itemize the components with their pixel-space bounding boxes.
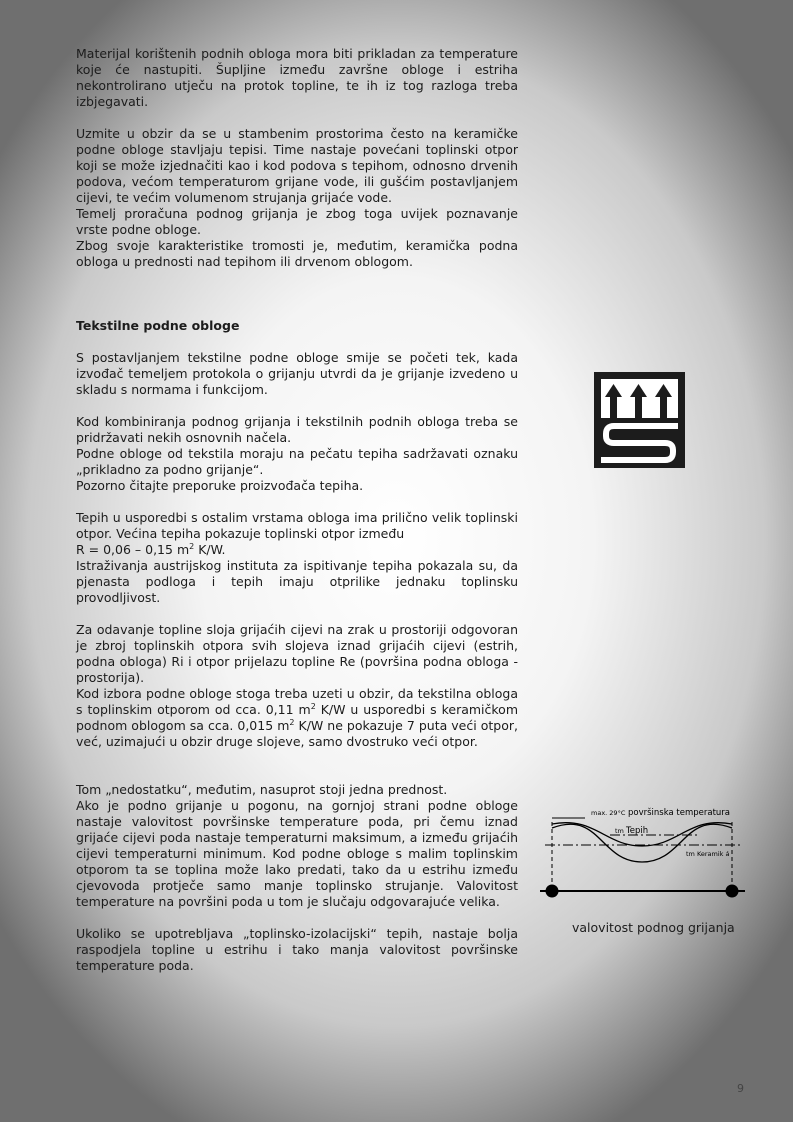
floor-heating-symbol-icon [594,372,685,468]
temperature-waviness-diagram [540,800,745,910]
paragraph: Tepih u usporedbi s ostalim vrstama obloga ima prilično velik toplinski otpor. Većina tepiha pokazuje toplinski otpor između [76,510,518,541]
paragraph: Istraživanja austrijskog instituta za ispitivanje tepiha pokazala su, da pjenasta podloga i tepih imaju otprilike jednaku toplinsku provodljivost. [76,558,518,605]
main-text-column [76,46,518,974]
paragraph: Kod izbora podne obloge stoga treba uzeti u obzir, da tekstilna obloga s toplinskim otporom od cca. 0,11 $m^2$ K/W u usporedbi s keramičkom podnom oblogom sa cca. 0,015 $m^2$ K/W ne pokazuje 7 puta veći otpor, već, uzimajući u obzir druge slojeve, samo dvostruko veći otpor. [76,686,519,749]
paragraph: Uzmite u obzir da se u stambenim prostorima često na keramičke podne obloge stavljaju tepisi. Time nastaje povećani toplinski otpor koji se može izjednačiti kao i kod podova s tepihom, odnosno drvenih podova, većom temperaturom grijane vode, ili gušćim postavljanjem cijevi, te većim volumenom strujanja grijaće vode. [76,126,518,205]
paragraph: Kod kombiniranja podnog grijanja i tekstilnih podnih obloga treba se pridržavati nekih osnovnih načela. [76,414,518,445]
tm-keramik-label: tm Keramik á [686,850,730,858]
page-number: 9 [737,1082,744,1095]
paragraph: Temelj proračuna podnog grijanja je zbog toga uvijek poznavanje vrste podne obloge. [76,206,518,237]
formula-line: R = 0,06 – 0,15 $m^2$ K/W. [76,541,226,557]
paragraph: Podne obloge od tekstila moraju na pečatu tepiha sadržavati oznaku „prikladno za podno grijanje“. [76,446,518,477]
paragraph: Za odavanje topline sloja grijaćih cijevi na zrak u prostoriji odgovoran je zbroj toplinskih otpora svih slojeva iznad grijaćih cijevi (estrih, podna obloga) Ri i otpor prijelazu topline Re (površina podna obloga - prostorija). [76,622,518,685]
diagram-caption: valovitost podnog grijanja [572,920,735,935]
paragraph: Materijal korištenih podnih obloga mora biti prikladan za temperature koje će nastupiti. Šupljine između završne obloge i estriha nekontrolirano utječu na protok topline, te ih iz tog razloga treba izbjegavati. [76,46,518,109]
surface-temp-label: površinska temperatura [628,808,731,818]
paragraph: Pozorno čitajte preporuke proizvođača tepiha. [76,478,364,493]
paragraph: Ukoliko se upotrebljava „toplinsko-izolacijski“ tepih, nastaje bolja raspodjela topline u estrihu i tako manja valovitost površinske temperature poda. [76,926,518,973]
paragraph: Ako je podno grijanje u pogonu, na gornjoj strani podne obloge nastaje valovitost površinske temperature poda, pri čemu iznad grijaće cijevi poda nastaje temperaturni maksimum, a između grijaćih cijevi temperaturni minimum. Kod podne obloge s malim toplinskim otporom ta se toplina može lako predati, tako da u estrihu između cjevovoda protječe samo manje toplinsko strujanje. Valovitost temperature na površini poda u tom je slučaju odgovarajuće velika. [76,798,518,909]
tm-tepih-label: Tepih [626,826,649,836]
max-temp-label: max. 29°C [591,809,626,817]
paragraph: Zbog svoje karakteristike tromosti je, međutim, keramička podna obloga u prednosti nad tepihom ili drvenom oblogom. [76,238,518,269]
section-heading: Tekstilne podne obloge [76,318,240,333]
tm-tepih-prefix: tm [615,827,624,835]
paragraph: S postavljanjem tekstilne podne obloge smije se početi tek, kada izvođač temeljem protokola o grijanju utvrdi da je grijanje izvedeno u skladu s normama i funkcijom. [76,350,518,397]
paragraph: Tom „nedostatku“, međutim, nasuprot stoji jedna prednost. [76,782,448,797]
